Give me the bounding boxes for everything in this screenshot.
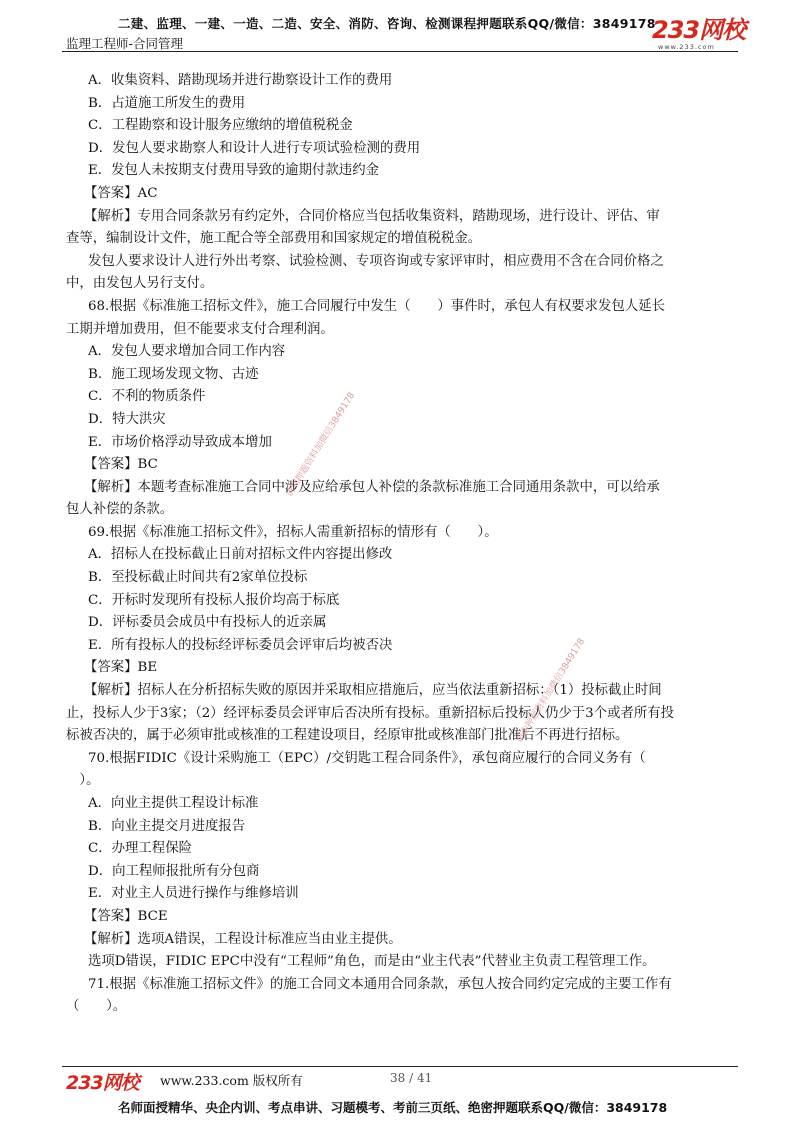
answer-option: A．发包人要求增加合同工作内容: [88, 344, 286, 360]
continuation-text: 标被否决的，属于必须审批或核准的工程建设项目，经原审批或核准部门批准后不再进行招标。: [66, 728, 629, 744]
footer-contact-line: 名师面授精华、央企内训、考点串讲、习题模考、考前三页纸、绝密押题联系QQ/微信：3849178: [118, 1100, 668, 1115]
question-text: 70.根据FIDIC《设计采购施工（EPC）/交钥匙工程合同条件》，承包商应履行的合同义务有（: [88, 750, 646, 766]
answer-explanation: 【解析】专用合同条款另有约定外，合同价格应当包括收集资料，踏勘现场，进行设计、评估、审: [84, 208, 660, 224]
watermark-text: 请购押题资料加微信3849178: [284, 390, 358, 499]
answer-option: E．所有投标人的投标经评标委员会评审后均被否决: [88, 637, 393, 653]
answer-option: D．特大洪灾: [88, 411, 166, 427]
paragraph-text: 发包人要求设计人进行外出考察、试验检测、专项咨询或专家评审时，相应费用不含在合同价格之: [88, 253, 664, 269]
page-number: 38 / 41: [390, 1071, 433, 1085]
answer-option: C．开标时发现所有投标人报价均高于标底: [88, 592, 340, 608]
footer-divider: [62, 1066, 738, 1067]
answer-option: A．招标人在投标截止日前对招标文件内容提出修改: [88, 547, 393, 563]
brand-logo-text: 233网校: [652, 16, 746, 44]
answer-option: A．向业主提供工程设计标准: [88, 796, 259, 811]
brand-logo-url: www.233.com: [658, 43, 715, 51]
answer-explanation: 【解析】招标人在分析招标失败的原因并采取相应措施后，应当依法重新招标：（1）投标截止时间: [84, 683, 662, 699]
continuation-text: 包人补偿的条款。: [66, 502, 174, 518]
document-body: [66, 70, 742, 1019]
answer-explanation: 【答案】BCE: [84, 908, 168, 924]
answer-option: D．发包人要求勘察人和设计人进行专项试验检测的费用: [88, 140, 421, 156]
answer-option: E．发包人未按期支付费用导致的逾期付款违约金: [88, 163, 379, 179]
answer-option: C．不利的物质条件: [88, 389, 206, 405]
footer-copyright: www.233.com 版权所有: [160, 1073, 303, 1088]
document-subtitle: 监理工程师-合同管理: [66, 36, 184, 51]
answer-explanation: 【答案】BC: [84, 457, 158, 473]
continuation-text: 止，投标人少于3家；（2）经评标委员会评审后否决所有投标。重新招标后投标人仍少于3个或者所有投: [66, 705, 675, 721]
answer-option: E．市场价格浮动导致成本增加: [88, 434, 272, 450]
header-contact-line: 二建、监理、一建、一造、二造、安全、消防、咨询、检测课程押题联系QQ/微信：3849178: [118, 16, 656, 31]
paragraph-text: 选项D错误，FIDIC EPC中没有“工程师”角色，而是由“业主代表”代替业主负责工程管理工作。: [88, 954, 656, 970]
answer-option: B．至投标截止时间共有2家单位投标: [88, 570, 308, 586]
question-text: 69.根据《标准施工招标文件》，招标人需重新招标的情形有（ ）。: [88, 524, 498, 540]
continuation-text: 工期并增加费用，但不能要求支付合理利润。: [66, 321, 334, 337]
continuation-text: （ ）。: [66, 999, 127, 1015]
answer-option: B．施工现场发现文物、古迹: [88, 366, 259, 382]
answer-explanation: 【解析】选项A错误，工程设计标准应当由业主提供。: [84, 931, 402, 947]
answer-option: C．工程勘察和设计服务应缴纳的增值税税金: [88, 118, 353, 134]
question-text: 68.根据《标准施工招标文件》，施工合同履行中发生（ ）事件时，承包人有权要求发包人延长: [88, 298, 665, 314]
brand-logo: [652, 18, 752, 54]
answer-option: B．占道施工所发生的费用: [88, 95, 246, 111]
continuation-text: 中，由发包人另行支付。: [66, 276, 214, 292]
question-text: 71.根据《标准施工招标文件》的施工合同文本通用合同条款，承包人按合同约定完成的主要工作有: [88, 976, 672, 992]
answer-option: E．对业主人员进行操作与维修培训: [88, 886, 299, 902]
answer-explanation: 【答案】AC: [84, 185, 158, 201]
answer-option: C．办理工程保险: [88, 841, 192, 857]
answer-explanation: 【答案】BE: [84, 660, 158, 676]
answer-option: D．向工程师报批所有分包商: [88, 863, 260, 879]
answer-option: B．向业主提交月进度报告: [88, 818, 246, 834]
continuation-text: 查等，编制设计文件，施工配合等全部费用和国家规定的增值税税金。: [66, 231, 482, 247]
footer-brand-logo: 233网校: [66, 1072, 139, 1094]
answer-explanation: 【解析】本题考查标准施工合同中涉及应给承包人补偿的条款标准施工合同通用条款中，可以给承: [84, 479, 660, 495]
watermark-text: 请购押题资料加微信3849178: [514, 636, 588, 745]
continuation-text: ）。: [66, 773, 100, 789]
answer-option: D．评标委员会成员中有投标人的近亲属: [88, 615, 327, 631]
header-divider: [62, 51, 738, 52]
answer-option: A．收集资料、踏勘现场并进行勘察设计工作的费用: [88, 73, 393, 88]
